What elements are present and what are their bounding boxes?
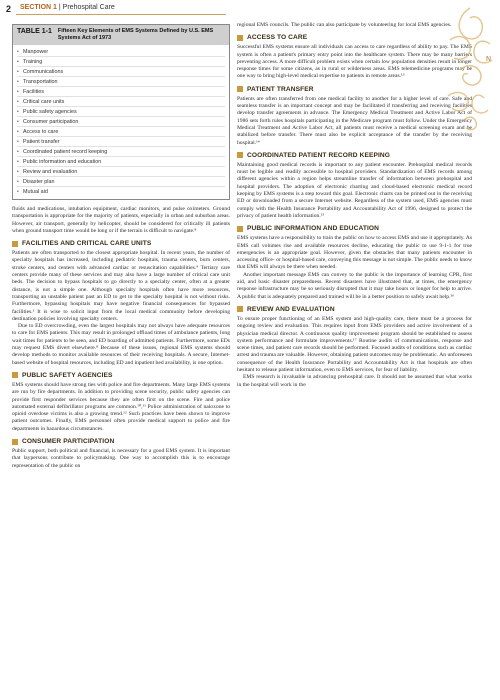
facilities-heading	[12, 240, 230, 247]
heading-text: FACILITIES AND CRITICAL CARE UNITS	[22, 240, 152, 248]
info-paragraph: EMS systems have a responsibility to train the public on how to access EMS and use it appropriately. As EMS call volumes rise and available resources decline, educating the public to use 9-1-1 for true emergencies is an appropriate goal. However, given the obstacles that many patients encounter in accessing office- or hospital-based care, conveying this message is not simple. The public needs to know that EMS will always be there when needed.	[237, 235, 472, 271]
heading-text: ACCESS TO CARE	[247, 34, 308, 42]
list-item: • Mutual aid	[17, 187, 225, 197]
list-item: • Critical care units	[17, 97, 225, 107]
heading-square-icon	[12, 241, 18, 247]
list-item: • Consumer participation	[17, 117, 225, 127]
list-item: • Coordinated patient record keeping	[17, 147, 225, 157]
page-header	[0, 0, 500, 22]
table-number: TABLE 1-1	[17, 28, 52, 35]
table-title: Fifteen Key Elements of EMS Systems Defined by U.S. EMS Systems Act of 1973	[57, 28, 214, 41]
list-item: • Access to care	[17, 127, 225, 137]
list-item: • Training	[17, 57, 225, 67]
facilities-paragraph: Patients are often transported to the closest appropriate hospital. In recent years, the number of specialty hospitals has increased, including pediatric hospitals, trauma centers, burn centers, stroke centers, and centers with advanced cardiac or resuscitation capabilities.⁹ Tertiary care centers provide many of these services and may also have a large number of critical care unit beds. The decision to bypass hospitals to go directly to a specialty center, often at a greater distance, is not a simple one. Although specialty hospitals often have more resources, transporting an unstable patient past an ED to get to the specialty hospital is not without risks. Furthermore, bypassing hospitals may have negative financial consequences for bypassed facilities.¹ It is wise to solicit input from the local medical community before developing destination policies involving specialty centers.	[12, 250, 230, 322]
watermark-letter: N	[485, 56, 491, 63]
list-item: • Disaster plan	[17, 177, 225, 187]
list-item: • Manpower	[17, 47, 225, 57]
page-number: 2	[6, 4, 12, 14]
table-list	[13, 45, 229, 199]
heading-square-icon	[237, 86, 243, 92]
consumer-heading	[12, 438, 230, 445]
list-item: • Facilities	[17, 87, 225, 97]
review-paragraph: To ensure proper functioning of an EMS system and high-quality care, there must be a process for ongoing review and evaluation. This requires input from EMS providers and active involvement of a physician medical director. A continuous quality improvement program should be established to assess system performance and formulate improvements.¹⁷ Routine audits of communications, response and scene times, and patient care records should be performed. Focused audits of conditions such as cardiac arrest and trauma are valuable. However, obtaining patient outcomes may be problematic. An unforeseen consequence of the Health Insurance Portability and Accountability Act is that hospitals are often hesitant to release patient information, even to EMS services, for fear of liability.	[237, 315, 472, 373]
heading-text: PATIENT TRANSFER	[247, 85, 314, 93]
section-title: Prehospital Care	[62, 4, 115, 11]
transfer-paragraph: Patients are often transferred from one medical facility to another for a higher level of care. Safe and seamless transfer is an important concept and may be facilitated if transferring and receiving facilities develop transfer agreements in advance. The Emergency Medical Treatment and Active Labor Act of 1986 sets forth rules hospitals participating in the Medicare program must follow. Under the Emergency Medical Treatment and Active Labor Act, all patients must receive a medical screening exam and be stabilized before transfer. There must also be explicit acceptance of the transfer by the receiving hospital.¹⁴	[237, 95, 472, 146]
list-item: • Public safety agencies	[17, 107, 225, 117]
review-heading	[237, 306, 472, 313]
facilities-paragraph: Due to ED overcrowding, even the largest hospitals may not always have adequate resources to care for EMS patients. This may result in prolonged offload times of ambulance patients, long wait times for patients to be seen, and ED boarding of admitted patients. Furthermore, some EDs may request EMS divert elsewhere.⁸ Because of these issues, regional EMS systems should develop methods to monitor available resources of their receiving hospitals. A secure, Internet-based website of hospital resources, including ED and inpatient bed availability, is one option.	[12, 323, 230, 366]
heading-square-icon	[237, 226, 243, 232]
section-number: SECTION 1	[20, 4, 57, 11]
heading-square-icon	[237, 152, 243, 158]
list-item: • Public information and education	[17, 157, 225, 167]
list-item: • Transportation	[17, 77, 225, 87]
list-item: • Review and evaluation	[17, 167, 225, 177]
heading-text: COORDINATED PATIENT RECORD KEEPING	[247, 151, 390, 159]
header-rule	[16, 14, 226, 15]
right-column	[237, 22, 472, 389]
info-paragraph: Another important message EMS can convey to the public is the importance of learning CPR, first aid, and basic disaster preparedness. Recent disasters have illustrated that, at times, the emergency response infrastructure may be so seriously disrupted that it may take hours or longer for help to arrive. A public that is adequately prepared and trained will be in a better position to safely await help.¹⁶	[237, 271, 472, 300]
heading-text: CONSUMER PARTICIPATION	[22, 438, 115, 446]
access-paragraph: Successful EMS systems ensure all individuals can access to care regardless of ability to pay. The EMS system is often a patient's primary entry point into the healthcare system. There may be many barriers preventing access. A more difficult problem exists when certain low population densities result in longer response times for some citizens, as in rural or wilderness areas. EMS telemedicine programs may be one way to bring high-level medical expertise to patients in remote areas.¹³	[237, 44, 472, 80]
review-paragraph: EMS research is invaluable in advancing prehospital care. It should not be assumed that what works in the hospital will work in the	[237, 374, 472, 388]
left-intro-paragraph: fluids and medications, intubation equipment, cardiac monitors, and pulse oximeters. Ground transportation is appropriate for the majority of patients, especially in urban and suburban areas. However, air transport, generally by helicopter, should be considered for critically ill patients when ground transport time would be long or if the terrain is difficult to navigate.⁸	[12, 206, 230, 234]
consumer-paragraph: Public support, both political and financial, is necessary for a good EMS system. It is important that laypersons contribute to policymaking. One way to accomplish this is to encourage representation of the public on	[12, 448, 230, 469]
transfer-heading	[237, 86, 472, 93]
heading-text: REVIEW AND EVALUATION	[247, 305, 335, 313]
key-elements-table	[12, 24, 230, 200]
left-column	[12, 24, 230, 470]
records-heading	[237, 152, 472, 159]
table-header	[13, 25, 229, 45]
heading-square-icon	[12, 439, 18, 445]
heading-square-icon	[237, 306, 243, 312]
list-item: • Communications	[17, 67, 225, 77]
info-heading	[237, 225, 472, 232]
access-heading	[237, 34, 472, 41]
safety-heading	[12, 372, 230, 379]
right-intro-paragraph: regional EMS councils. The public can also participate by volunteering for local EMS agencies.	[237, 22, 452, 28]
heading-square-icon	[12, 372, 18, 378]
records-paragraph: Maintaining good medical records is important to any patient encounter. Prehospital medical records must be legible and readily accessible to hospital providers. Standardization of EMS records among different agencies within a region helps streamline transfer of information between prehospital and hospital providers. The adoption of electronic charting and cloud-based electronic medical record keeping by EMS systems is a step toward this goal. Electronic charts can be printed out in the receiving ED or downloaded from a secure Internet website. Regardless of the system used, EMS agencies must comply with the Health Insurance Portability and Accountability Act of 1996, designed to protect the privacy of patient health information.¹⁵	[237, 161, 472, 219]
section-label	[20, 4, 115, 11]
section-separator: |	[56, 4, 63, 11]
heading-text: PUBLIC SAFETY AGENCIES	[22, 371, 113, 379]
heading-square-icon	[237, 35, 243, 41]
heading-text: PUBLIC INFORMATION AND EDUCATION	[247, 225, 380, 233]
list-item: • Patient transfer	[17, 137, 225, 147]
safety-paragraph: EMS systems should have strong ties with police and fire departments. Many large EMS systems are run by fire departments. In addition to providing scene security, public safety agencies can provide first responder services because they are often first on the scene. Fire and police automated external defibrillator programs are common.¹⁰,¹¹ Police administration of naloxone to opioid overdose victims is also a growing trend.¹² Such practices have been shown to improve patient outcomes. Finally, EMS personnel often provide medical support to police and fire departments in hazardous circumstances.	[12, 381, 230, 432]
